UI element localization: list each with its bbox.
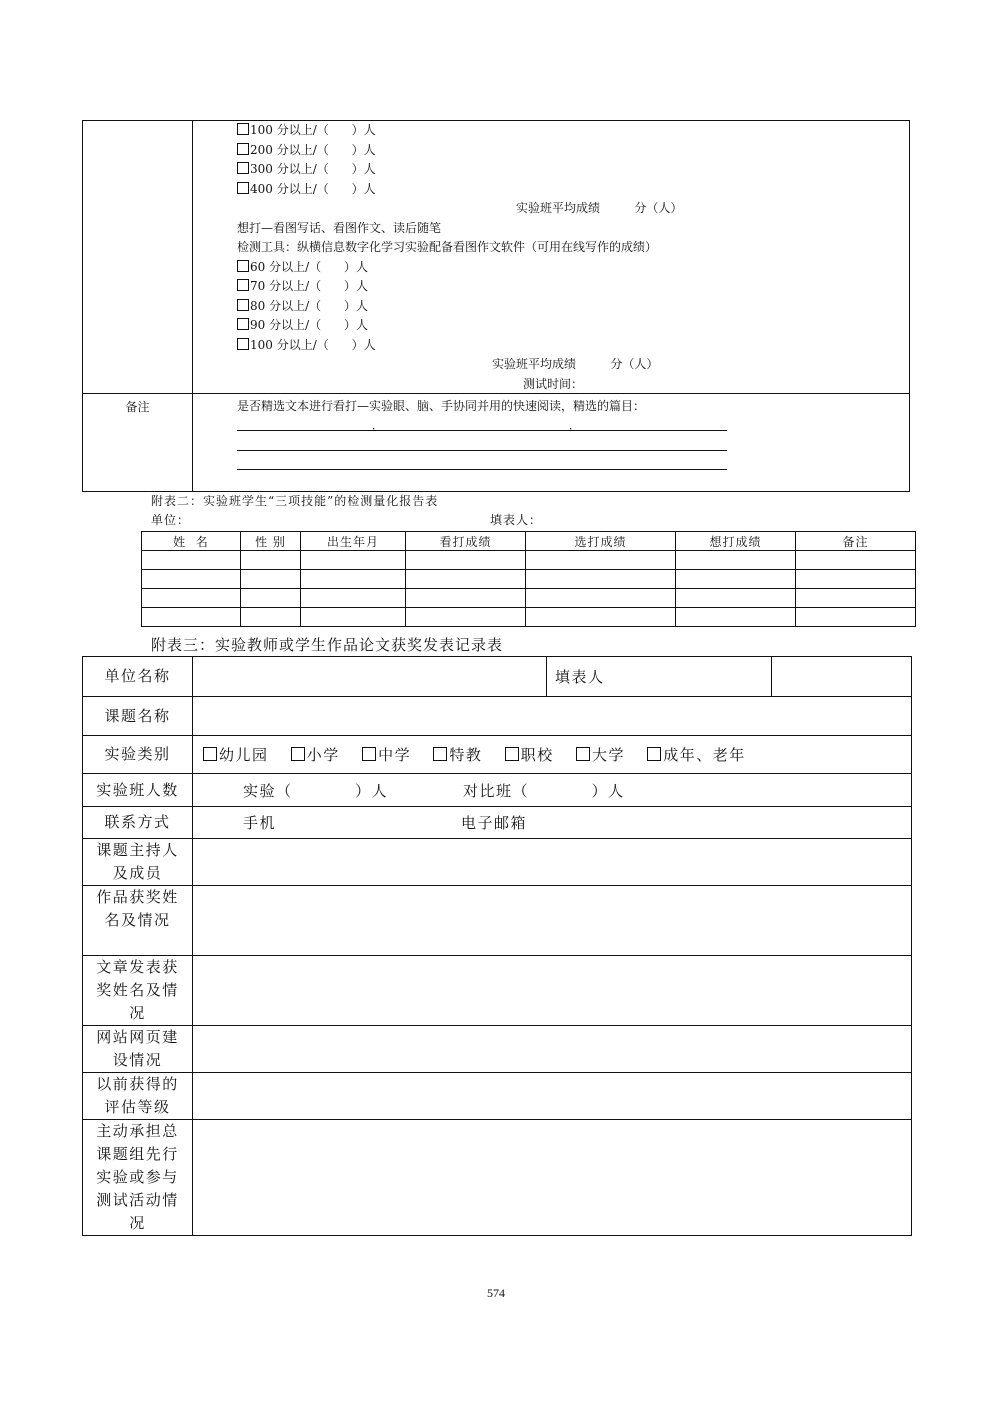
category-option[interactable]: 大学 [576,744,625,765]
column-header: 姓 名 [142,532,241,551]
checkbox[interactable] [237,338,249,350]
tool-line: 检测工具：纵横信息数字化学习实验配备看图作文软件（可用在线写作的成绩） [237,240,658,254]
table-row [83,1026,912,1073]
table-cell[interactable] [301,551,406,570]
column-header: 看打成绩 [406,532,526,551]
class-count-label: 实验班人数 [83,774,193,807]
score-option[interactable]: 100 分以上/（ ）人 [237,121,897,141]
table-cell[interactable] [406,570,526,589]
test-time[interactable]: 测试时间： [523,376,584,391]
category-option[interactable]: 成年、老年 [647,744,746,765]
table-row [83,956,912,1026]
category-option[interactable]: 职校 [505,744,554,765]
checkbox[interactable] [237,123,249,135]
table-row [83,697,912,736]
checkbox[interactable] [237,182,249,194]
checkbox[interactable] [237,162,249,174]
activity-label: 主动承担总 课题组先行 实验或参与 测试活动情 况 [83,1120,193,1236]
table-cell[interactable] [796,589,916,608]
compare-count[interactable]: 对比班（ ）人 [463,781,625,800]
table-cell[interactable] [676,608,796,627]
host-label: 课题主持人 及成员 [83,839,193,886]
checkbox[interactable] [237,318,249,330]
checkbox[interactable] [291,747,305,761]
skill-title: 想打—看图写话、看图作文、读后随笔 [237,220,442,235]
table-cell[interactable] [301,570,406,589]
checkbox[interactable] [362,747,376,761]
table-cell[interactable] [301,589,406,608]
column-header: 性 别 [241,532,301,551]
skills-report-table [141,531,916,627]
table-row [142,570,916,589]
unit-name-label: 单位名称 [83,657,193,697]
table-cell[interactable] [142,570,241,589]
category-label: 实验类别 [83,736,193,774]
column-header: 选打成绩 [526,532,676,551]
table-cell[interactable] [142,608,241,627]
checkbox[interactable] [505,747,519,761]
table-cell[interactable] [241,570,301,589]
column-divider [192,121,193,491]
award-record-table [82,656,912,1236]
score-option[interactable]: 400 分以上/（ ）人 [237,180,897,200]
table-cell[interactable] [406,608,526,627]
score-option[interactable]: 300 分以上/（ ）人 [237,160,897,180]
table-cell[interactable] [796,608,916,627]
class-count-field[interactable] [193,774,912,807]
column-header: 想打成绩 [676,532,796,551]
phone-label: 手机 [243,814,277,832]
table-cell[interactable] [796,551,916,570]
remark-text: 是否精选文本进行看打—实验眼、脑、手协同并用的快速阅读，精选的篇目： [237,399,646,413]
table-row [83,774,912,807]
table-row [83,807,912,839]
checkbox[interactable] [237,143,249,155]
category-option[interactable]: 特教 [433,744,482,765]
unit-label: 单位： [151,513,191,527]
checkbox[interactable] [237,279,249,291]
contact-label: 联系方式 [83,807,193,839]
checkbox[interactable] [237,260,249,272]
table-row [142,589,916,608]
table-cell[interactable] [526,551,676,570]
category-option[interactable]: 幼儿园 [203,744,269,765]
average-score-line: 实验班平均成绩 分（人） [516,201,683,215]
score-option[interactable]: 80 分以上/（ ）人 [237,297,897,317]
table-cell[interactable] [241,551,301,570]
table-cell[interactable] [406,551,526,570]
checkbox[interactable] [237,299,249,311]
fill-line[interactable] [237,430,727,431]
host-field[interactable] [193,839,912,886]
score-option[interactable]: 200 分以上/（ ）人 [237,141,897,161]
checkbox[interactable] [433,747,447,761]
checkbox[interactable] [576,747,590,761]
filler-label: 填表人： [490,513,543,527]
score-option[interactable]: 100 分以上/（ ）人 [237,336,897,356]
activity-field[interactable] [193,1120,912,1236]
website-field[interactable] [193,1026,912,1073]
table-row [83,657,912,697]
category-option[interactable]: 中学 [362,744,411,765]
table-row [142,608,916,627]
fill-line[interactable] [237,450,727,451]
table-cell[interactable] [676,589,796,608]
table-row [83,1073,912,1120]
assessment-table [82,120,910,492]
table-cell[interactable] [241,589,301,608]
email-label: 电子邮箱 [461,814,528,832]
table-cell[interactable] [676,551,796,570]
award-label: 作品获奖姓 名及情况 [83,886,193,956]
comma: ， [569,421,579,432]
category-option[interactable]: 小学 [291,744,340,765]
table-row [83,886,912,956]
award-field[interactable] [193,886,912,956]
fill-line[interactable] [237,469,727,470]
average-score-line: 实验班平均成绩 分（人） [492,357,659,371]
article-field[interactable] [193,956,912,1026]
topic-name-field[interactable] [193,697,912,736]
score-option[interactable]: 60 分以上/（ ）人 [237,258,897,278]
table-cell[interactable] [241,608,301,627]
page-number: 574 [487,1286,505,1300]
table-row [83,839,912,886]
website-label: 网站网页建 设情况 [83,1026,193,1073]
checkbox[interactable] [647,747,661,761]
filler-field[interactable] [772,657,912,697]
evaluation-field[interactable] [193,1073,912,1120]
article-label: 文章发表获 奖姓名及情 况 [83,956,193,1026]
table-cell[interactable] [142,551,241,570]
table-cell[interactable] [676,570,796,589]
table-header-row [142,532,916,551]
table-cell[interactable] [526,608,676,627]
comma: ， [372,421,382,432]
table-row [142,551,916,570]
score-option[interactable]: 70 分以上/（ ）人 [237,277,897,297]
column-header: 备注 [796,532,916,551]
score-option[interactable]: 90 分以上/（ ）人 [237,316,897,336]
appendix3-title: 附表三：实验教师或学生作品论文获奖发表记录表 [151,636,504,654]
topic-name-label: 课题名称 [83,697,193,736]
evaluation-label: 以前获得的 评估等级 [83,1073,193,1120]
filler-label: 填表人 [547,657,772,697]
table-cell[interactable] [301,608,406,627]
table-row [83,1120,912,1236]
table-cell[interactable] [526,570,676,589]
experiment-count[interactable]: 实验（ ）人 [243,781,389,800]
contact-field[interactable] [193,807,912,839]
checkbox[interactable] [203,747,217,761]
assessment-content [237,121,897,394]
table-cell[interactable] [142,589,241,608]
unit-name-field[interactable] [193,657,547,697]
table-cell[interactable] [406,589,526,608]
appendix2-title: 附表二：实验班学生“三项技能”的检测量化报告表 [151,494,439,508]
table-cell[interactable] [526,589,676,608]
column-header: 出生年月 [301,532,406,551]
table-row [83,736,912,774]
remark-label: 备注 [125,400,150,414]
category-options [193,736,912,774]
table-cell[interactable] [796,570,916,589]
